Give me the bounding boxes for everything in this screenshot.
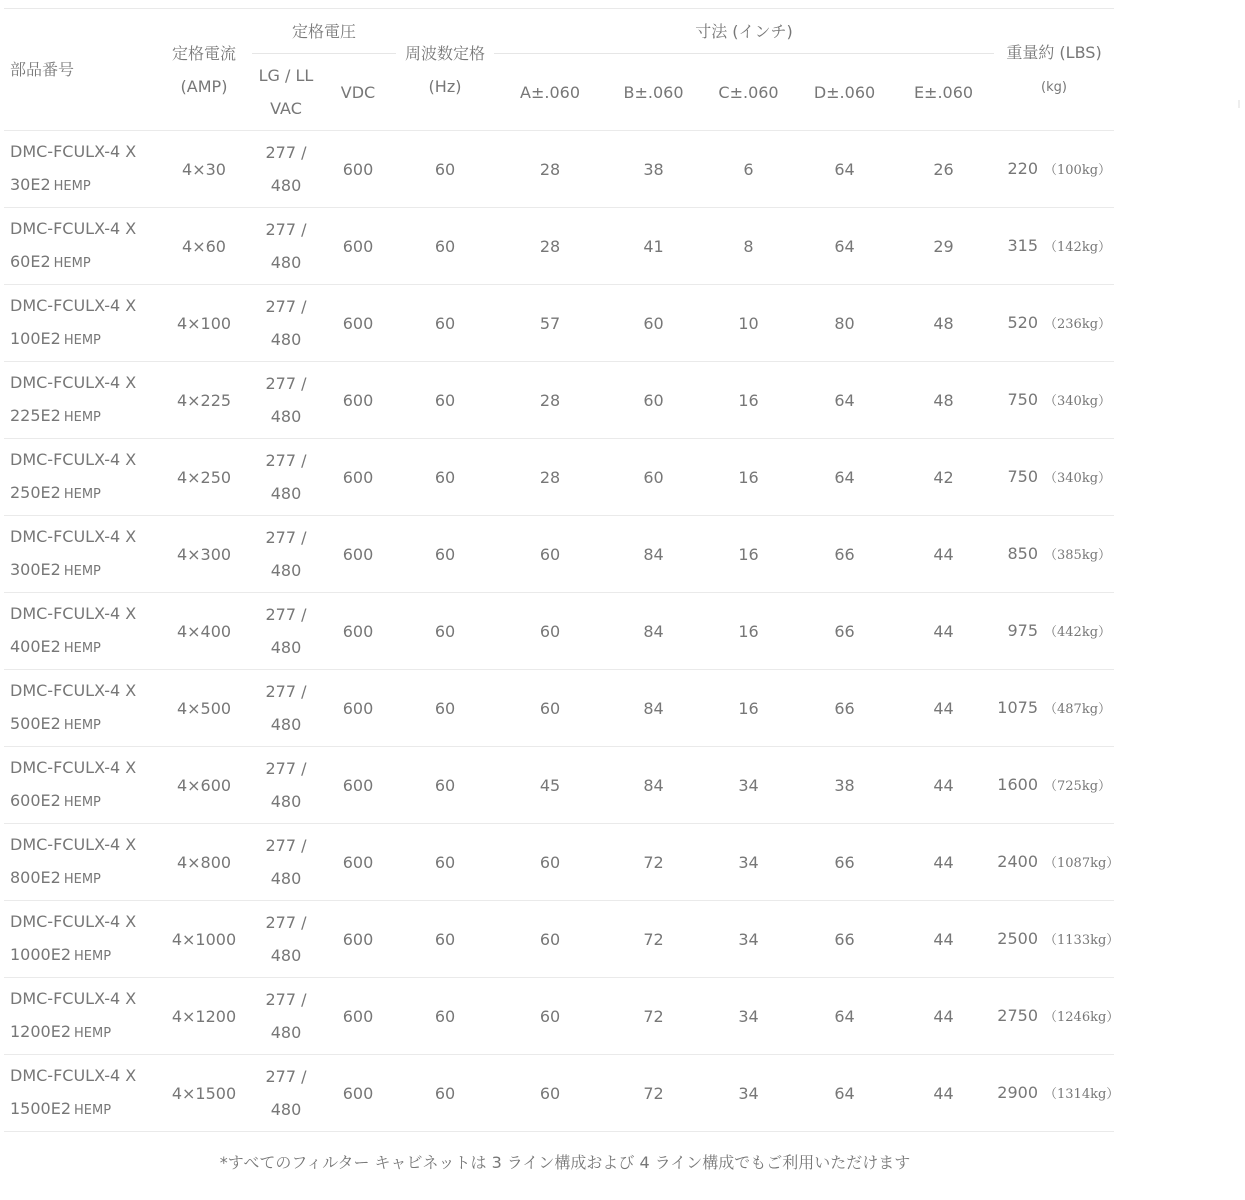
footnote: *すべてのフィルター キャビネットは 3 ライン構成および 4 ライン構成でもご利用いただけます: [219, 1153, 911, 1172]
cell-voltage-lg-ll: [252, 747, 320, 824]
cell-weight: [994, 1055, 1120, 1132]
cell-dim-e: 44: [893, 1055, 994, 1132]
cell-dim-d: 66: [796, 901, 893, 978]
part-number-line2: 600E2: [10, 791, 61, 810]
cell-dim-b: 84: [606, 593, 701, 670]
cell-voltage-vdc: 600: [320, 516, 396, 593]
header-voltage-vac: VAC: [270, 99, 302, 118]
cell-dim-d: 64: [796, 362, 893, 439]
part-number-line2: 225E2: [10, 406, 61, 425]
cell-dim-b: 72: [606, 1055, 701, 1132]
part-number-line1: DMC-FCULX-4 X: [10, 373, 137, 392]
table-row: [4, 516, 1114, 593]
cell-voltage-vdc: 600: [320, 978, 396, 1055]
cell-dim-a: 60: [494, 593, 606, 670]
cell-dim-e: 44: [893, 670, 994, 747]
weight-kg: （442kg）: [1044, 624, 1112, 640]
voltage-ll: 480: [270, 484, 302, 503]
cell-dim-a: 45: [494, 747, 606, 824]
voltage-ll: 480: [270, 330, 302, 349]
voltage-ll: 480: [270, 715, 302, 734]
cell-dim-e: 42: [893, 439, 994, 516]
cell-weight: [994, 516, 1114, 593]
weight-kg: （487kg）: [1044, 701, 1112, 717]
cell-weight: [994, 285, 1114, 362]
table-row: [4, 747, 1114, 824]
weight-lbs: 520: [1007, 312, 1039, 332]
cell-dim-a: 60: [494, 1055, 606, 1132]
part-number-line1: DMC-FCULX-4 X: [10, 604, 137, 623]
cell-voltage-vdc: 600: [320, 670, 396, 747]
cell-dim-b: 41: [606, 208, 701, 285]
header-weight-unit: (kg): [1041, 79, 1067, 95]
part-suffix: HEMP: [53, 256, 91, 271]
part-suffix: HEMP: [74, 1103, 112, 1118]
cell-frequency: 60: [396, 285, 494, 362]
part-number-line1: DMC-FCULX-4 X: [10, 219, 137, 238]
cell-voltage-lg-ll: [252, 824, 320, 901]
cell-dim-e: 44: [893, 593, 994, 670]
cell-dim-c: 16: [701, 362, 796, 439]
cell-dim-a: 28: [494, 131, 606, 208]
header-frequency-unit: (Hz): [428, 76, 462, 96]
cell-dim-b: 72: [606, 901, 701, 978]
part-number-line2: 100E2: [10, 329, 61, 348]
part-number-line1: DMC-FCULX-4 X: [10, 1066, 137, 1085]
cell-weight: [994, 439, 1114, 516]
header-rated-current-label: 定格電流: [171, 43, 236, 63]
cell-frequency: 60: [396, 824, 494, 901]
cell-dim-c: 34: [701, 901, 796, 978]
cell-frequency: 60: [396, 901, 494, 978]
cell-dim-a: 60: [494, 516, 606, 593]
cell-dim-d: 64: [796, 1055, 893, 1132]
cell-weight: [994, 747, 1114, 824]
part-number-line1: DMC-FCULX-4 X: [10, 912, 137, 931]
part-suffix: HEMP: [63, 564, 101, 579]
cell-dim-c: 8: [701, 208, 796, 285]
cell-part-number: [4, 670, 156, 747]
header-dim-a: A±.060: [494, 54, 606, 131]
table-row: [4, 362, 1114, 439]
weight-kg: （385kg）: [1044, 547, 1112, 563]
part-number-line1: DMC-FCULX-4 X: [10, 450, 137, 469]
cell-dim-c: 34: [701, 747, 796, 824]
voltage-lg: 277 /: [265, 682, 307, 701]
cell-dim-c: 16: [701, 593, 796, 670]
header-frequency-label: 周波数定格: [405, 43, 486, 63]
part-number-line2: 1000E2: [10, 945, 72, 964]
header-rated-voltage: 定格電圧: [252, 9, 396, 54]
cell-dim-c: 34: [701, 824, 796, 901]
voltage-lg: 277 /: [265, 528, 307, 547]
part-suffix: HEMP: [74, 1026, 112, 1041]
cell-dim-e: 44: [893, 516, 994, 593]
cell-rated-current: 4×225: [156, 362, 252, 439]
voltage-lg: 277 /: [265, 759, 307, 778]
cell-dim-a: 28: [494, 439, 606, 516]
weight-lbs: 750: [1007, 389, 1039, 409]
voltage-ll: 480: [270, 561, 302, 580]
cell-part-number: [4, 593, 156, 670]
voltage-ll: 480: [270, 176, 302, 195]
weight-lbs: 2750: [997, 1005, 1039, 1025]
cell-part-number: [4, 285, 156, 362]
cell-voltage-lg-ll: [252, 285, 320, 362]
weight-lbs: 2900: [997, 1082, 1039, 1102]
voltage-ll: 480: [270, 792, 302, 811]
cell-voltage-lg-ll: [252, 901, 320, 978]
cell-voltage-vdc: 600: [320, 285, 396, 362]
part-number-line2: 500E2: [10, 714, 61, 733]
specifications-table: [4, 8, 1120, 1132]
header-weight: [994, 9, 1114, 131]
header-voltage-vdc: VDC: [320, 54, 396, 131]
header-voltage-lg-ll-label: LG / LL: [258, 66, 314, 85]
cell-voltage-lg-ll: [252, 670, 320, 747]
cell-frequency: 60: [396, 747, 494, 824]
cell-dim-e: 44: [893, 901, 994, 978]
part-number-line2: 30E2: [10, 175, 51, 194]
header-dim-b: B±.060: [606, 54, 701, 131]
cell-rated-current: 4×600: [156, 747, 252, 824]
cell-dim-d: 66: [796, 670, 893, 747]
header-frequency: [396, 9, 494, 131]
cell-rated-current: 4×500: [156, 670, 252, 747]
cell-voltage-vdc: 600: [320, 1055, 396, 1132]
part-suffix: HEMP: [63, 718, 101, 733]
weight-kg: （1246kg）: [1044, 1009, 1120, 1025]
header-dim-e: E±.060: [893, 54, 994, 131]
part-number-line1: DMC-FCULX-4 X: [10, 989, 137, 1008]
weight-kg: （725kg）: [1044, 778, 1112, 794]
cell-frequency: 60: [396, 670, 494, 747]
cell-rated-current: 4×1000: [156, 901, 252, 978]
voltage-lg: 277 /: [265, 913, 307, 932]
cell-dim-a: 28: [494, 208, 606, 285]
cell-dim-a: 60: [494, 670, 606, 747]
cell-voltage-lg-ll: [252, 1055, 320, 1132]
part-suffix: HEMP: [63, 410, 101, 425]
cell-frequency: 60: [396, 208, 494, 285]
cell-rated-current: 4×1200: [156, 978, 252, 1055]
weight-lbs: 850: [1007, 543, 1039, 563]
weight-lbs: 220: [1007, 158, 1039, 178]
header-weight-label: 重量約 (LBS): [1006, 42, 1102, 62]
voltage-lg: 277 /: [265, 143, 307, 162]
voltage-lg: 277 /: [265, 374, 307, 393]
cell-voltage-lg-ll: [252, 208, 320, 285]
cell-voltage-vdc: 600: [320, 131, 396, 208]
header-dim-c: C±.060: [701, 54, 796, 131]
weight-lbs: 975: [1007, 620, 1039, 640]
table-row: [4, 901, 1114, 978]
cell-rated-current: 4×100: [156, 285, 252, 362]
cell-part-number: [4, 208, 156, 285]
cell-frequency: 60: [396, 516, 494, 593]
cell-dim-d: 38: [796, 747, 893, 824]
cell-voltage-vdc: 600: [320, 439, 396, 516]
cell-rated-current: 4×60: [156, 208, 252, 285]
edge-mark: [1238, 100, 1240, 108]
cell-part-number: [4, 131, 156, 208]
voltage-ll: 480: [270, 869, 302, 888]
cell-dim-c: 16: [701, 439, 796, 516]
cell-rated-current: 4×800: [156, 824, 252, 901]
cell-weight: [994, 208, 1114, 285]
cell-voltage-lg-ll: [252, 439, 320, 516]
weight-kg: （1133kg）: [1044, 932, 1120, 948]
cell-dim-a: 57: [494, 285, 606, 362]
cell-dim-e: 48: [893, 362, 994, 439]
table-row: [4, 285, 1114, 362]
weight-kg: （340kg）: [1044, 393, 1112, 409]
part-number-line1: DMC-FCULX-4 X: [10, 835, 137, 854]
table-row: [4, 208, 1114, 285]
part-number-line1: DMC-FCULX-4 X: [10, 681, 137, 700]
cell-rated-current: 4×250: [156, 439, 252, 516]
cell-weight: [994, 593, 1114, 670]
cell-part-number: [4, 362, 156, 439]
cell-dim-a: 60: [494, 824, 606, 901]
cell-part-number: [4, 824, 156, 901]
cell-dim-c: 34: [701, 1055, 796, 1132]
table-row: [4, 131, 1114, 208]
weight-kg: （1314kg）: [1044, 1086, 1120, 1102]
table-row: [4, 1055, 1114, 1132]
cell-dim-a: 60: [494, 901, 606, 978]
weight-lbs: 2400: [997, 851, 1039, 871]
cell-weight: [994, 978, 1120, 1055]
table-row: [4, 439, 1114, 516]
part-number-line2: 1500E2: [10, 1099, 72, 1118]
voltage-ll: 480: [270, 407, 302, 426]
cell-voltage-vdc: 600: [320, 208, 396, 285]
voltage-ll: 480: [270, 1023, 302, 1042]
header-part-number: 部品番号: [4, 9, 156, 131]
part-number-line2: 1200E2: [10, 1022, 72, 1041]
cell-dim-b: 38: [606, 131, 701, 208]
voltage-lg: 277 /: [265, 1067, 307, 1086]
cell-dim-b: 84: [606, 747, 701, 824]
cell-part-number: [4, 978, 156, 1055]
voltage-lg: 277 /: [265, 297, 307, 316]
cell-dim-e: 26: [893, 131, 994, 208]
table-row: [4, 978, 1114, 1055]
weight-lbs: 2500: [997, 928, 1039, 948]
part-number-line2: 250E2: [10, 483, 61, 502]
part-suffix: HEMP: [63, 872, 101, 887]
part-number-line1: DMC-FCULX-4 X: [10, 142, 137, 161]
cell-rated-current: 4×1500: [156, 1055, 252, 1132]
cell-frequency: 60: [396, 593, 494, 670]
cell-dim-c: 10: [701, 285, 796, 362]
cell-dim-b: 60: [606, 285, 701, 362]
weight-lbs: 750: [1007, 466, 1039, 486]
cell-dim-a: 28: [494, 362, 606, 439]
weight-lbs: 1075: [997, 697, 1039, 717]
cell-dim-d: 66: [796, 593, 893, 670]
cell-dim-d: 66: [796, 824, 893, 901]
part-suffix: HEMP: [63, 641, 101, 656]
part-suffix: HEMP: [63, 795, 101, 810]
cell-frequency: 60: [396, 362, 494, 439]
cell-rated-current: 4×300: [156, 516, 252, 593]
cell-dim-b: 84: [606, 516, 701, 593]
cell-dim-e: 48: [893, 285, 994, 362]
cell-dim-c: 16: [701, 516, 796, 593]
header-rated-current-unit: (AMP): [180, 76, 228, 96]
cell-dim-c: 16: [701, 670, 796, 747]
cell-dim-e: 44: [893, 824, 994, 901]
cell-voltage-lg-ll: [252, 593, 320, 670]
cell-dim-b: 84: [606, 670, 701, 747]
part-number-line1: DMC-FCULX-4 X: [10, 527, 137, 546]
part-number-line2: 300E2: [10, 560, 61, 579]
cell-rated-current: 4×400: [156, 593, 252, 670]
cell-frequency: 60: [396, 439, 494, 516]
cell-dim-b: 72: [606, 978, 701, 1055]
cell-dim-b: 72: [606, 824, 701, 901]
weight-lbs: 1600: [997, 774, 1039, 794]
cell-dim-e: 29: [893, 208, 994, 285]
table-header: [4, 9, 1114, 131]
voltage-lg: 277 /: [265, 451, 307, 470]
header-dim-d: D±.060: [796, 54, 893, 131]
part-number-line2: 800E2: [10, 868, 61, 887]
cell-weight: [994, 362, 1114, 439]
cell-frequency: 60: [396, 1055, 494, 1132]
cell-frequency: 60: [396, 978, 494, 1055]
voltage-lg: 277 /: [265, 605, 307, 624]
cell-part-number: [4, 439, 156, 516]
cell-voltage-vdc: 600: [320, 747, 396, 824]
cell-voltage-lg-ll: [252, 516, 320, 593]
cell-weight: [994, 670, 1114, 747]
header-voltage-lg-ll: [252, 54, 320, 131]
cell-voltage-lg-ll: [252, 131, 320, 208]
weight-kg: （340kg）: [1044, 470, 1112, 486]
voltage-ll: 480: [270, 253, 302, 272]
weight-lbs: 315: [1007, 235, 1039, 255]
cell-dim-c: 6: [701, 131, 796, 208]
voltage-lg: 277 /: [265, 836, 307, 855]
weight-kg: （1087kg）: [1044, 855, 1120, 871]
part-suffix: HEMP: [63, 487, 101, 502]
cell-voltage-vdc: 600: [320, 362, 396, 439]
voltage-lg: 277 /: [265, 990, 307, 1009]
table-row: [4, 670, 1114, 747]
cell-part-number: [4, 516, 156, 593]
cell-voltage-lg-ll: [252, 362, 320, 439]
cell-dim-e: 44: [893, 978, 994, 1055]
weight-kg: （142kg）: [1044, 239, 1112, 255]
cell-dim-d: 80: [796, 285, 893, 362]
cell-weight: [994, 901, 1120, 978]
cell-dim-d: 64: [796, 978, 893, 1055]
header-dimensions: 寸法 (インチ): [494, 9, 994, 54]
cell-dim-d: 64: [796, 131, 893, 208]
cell-weight: [994, 131, 1114, 208]
part-number-line2: 400E2: [10, 637, 61, 656]
cell-rated-current: 4×30: [156, 131, 252, 208]
cell-dim-b: 60: [606, 362, 701, 439]
cell-dim-d: 66: [796, 516, 893, 593]
cell-voltage-vdc: 600: [320, 593, 396, 670]
cell-dim-d: 64: [796, 439, 893, 516]
cell-dim-e: 44: [893, 747, 994, 824]
cell-voltage-lg-ll: [252, 978, 320, 1055]
part-number-line1: DMC-FCULX-4 X: [10, 758, 137, 777]
cell-weight: [994, 824, 1120, 901]
voltage-ll: 480: [270, 946, 302, 965]
cell-dim-c: 34: [701, 978, 796, 1055]
cell-dim-a: 60: [494, 978, 606, 1055]
voltage-ll: 480: [270, 1100, 302, 1119]
header-rated-current: [156, 9, 252, 131]
cell-frequency: 60: [396, 131, 494, 208]
cell-part-number: [4, 1055, 156, 1132]
table-row: [4, 593, 1114, 670]
weight-kg: （100kg）: [1044, 162, 1112, 178]
part-suffix: HEMP: [63, 333, 101, 348]
cell-dim-b: 60: [606, 439, 701, 516]
voltage-ll: 480: [270, 638, 302, 657]
cell-part-number: [4, 747, 156, 824]
cell-voltage-vdc: 600: [320, 824, 396, 901]
part-suffix: HEMP: [53, 179, 91, 194]
part-suffix: HEMP: [74, 949, 112, 964]
table-body: [4, 131, 1120, 1132]
cell-voltage-vdc: 600: [320, 901, 396, 978]
voltage-lg: 277 /: [265, 220, 307, 239]
table-row: [4, 824, 1114, 901]
part-number-line2: 60E2: [10, 252, 51, 271]
cell-dim-d: 64: [796, 208, 893, 285]
weight-kg: （236kg）: [1044, 316, 1112, 332]
part-number-line1: DMC-FCULX-4 X: [10, 296, 137, 315]
cell-part-number: [4, 901, 156, 978]
